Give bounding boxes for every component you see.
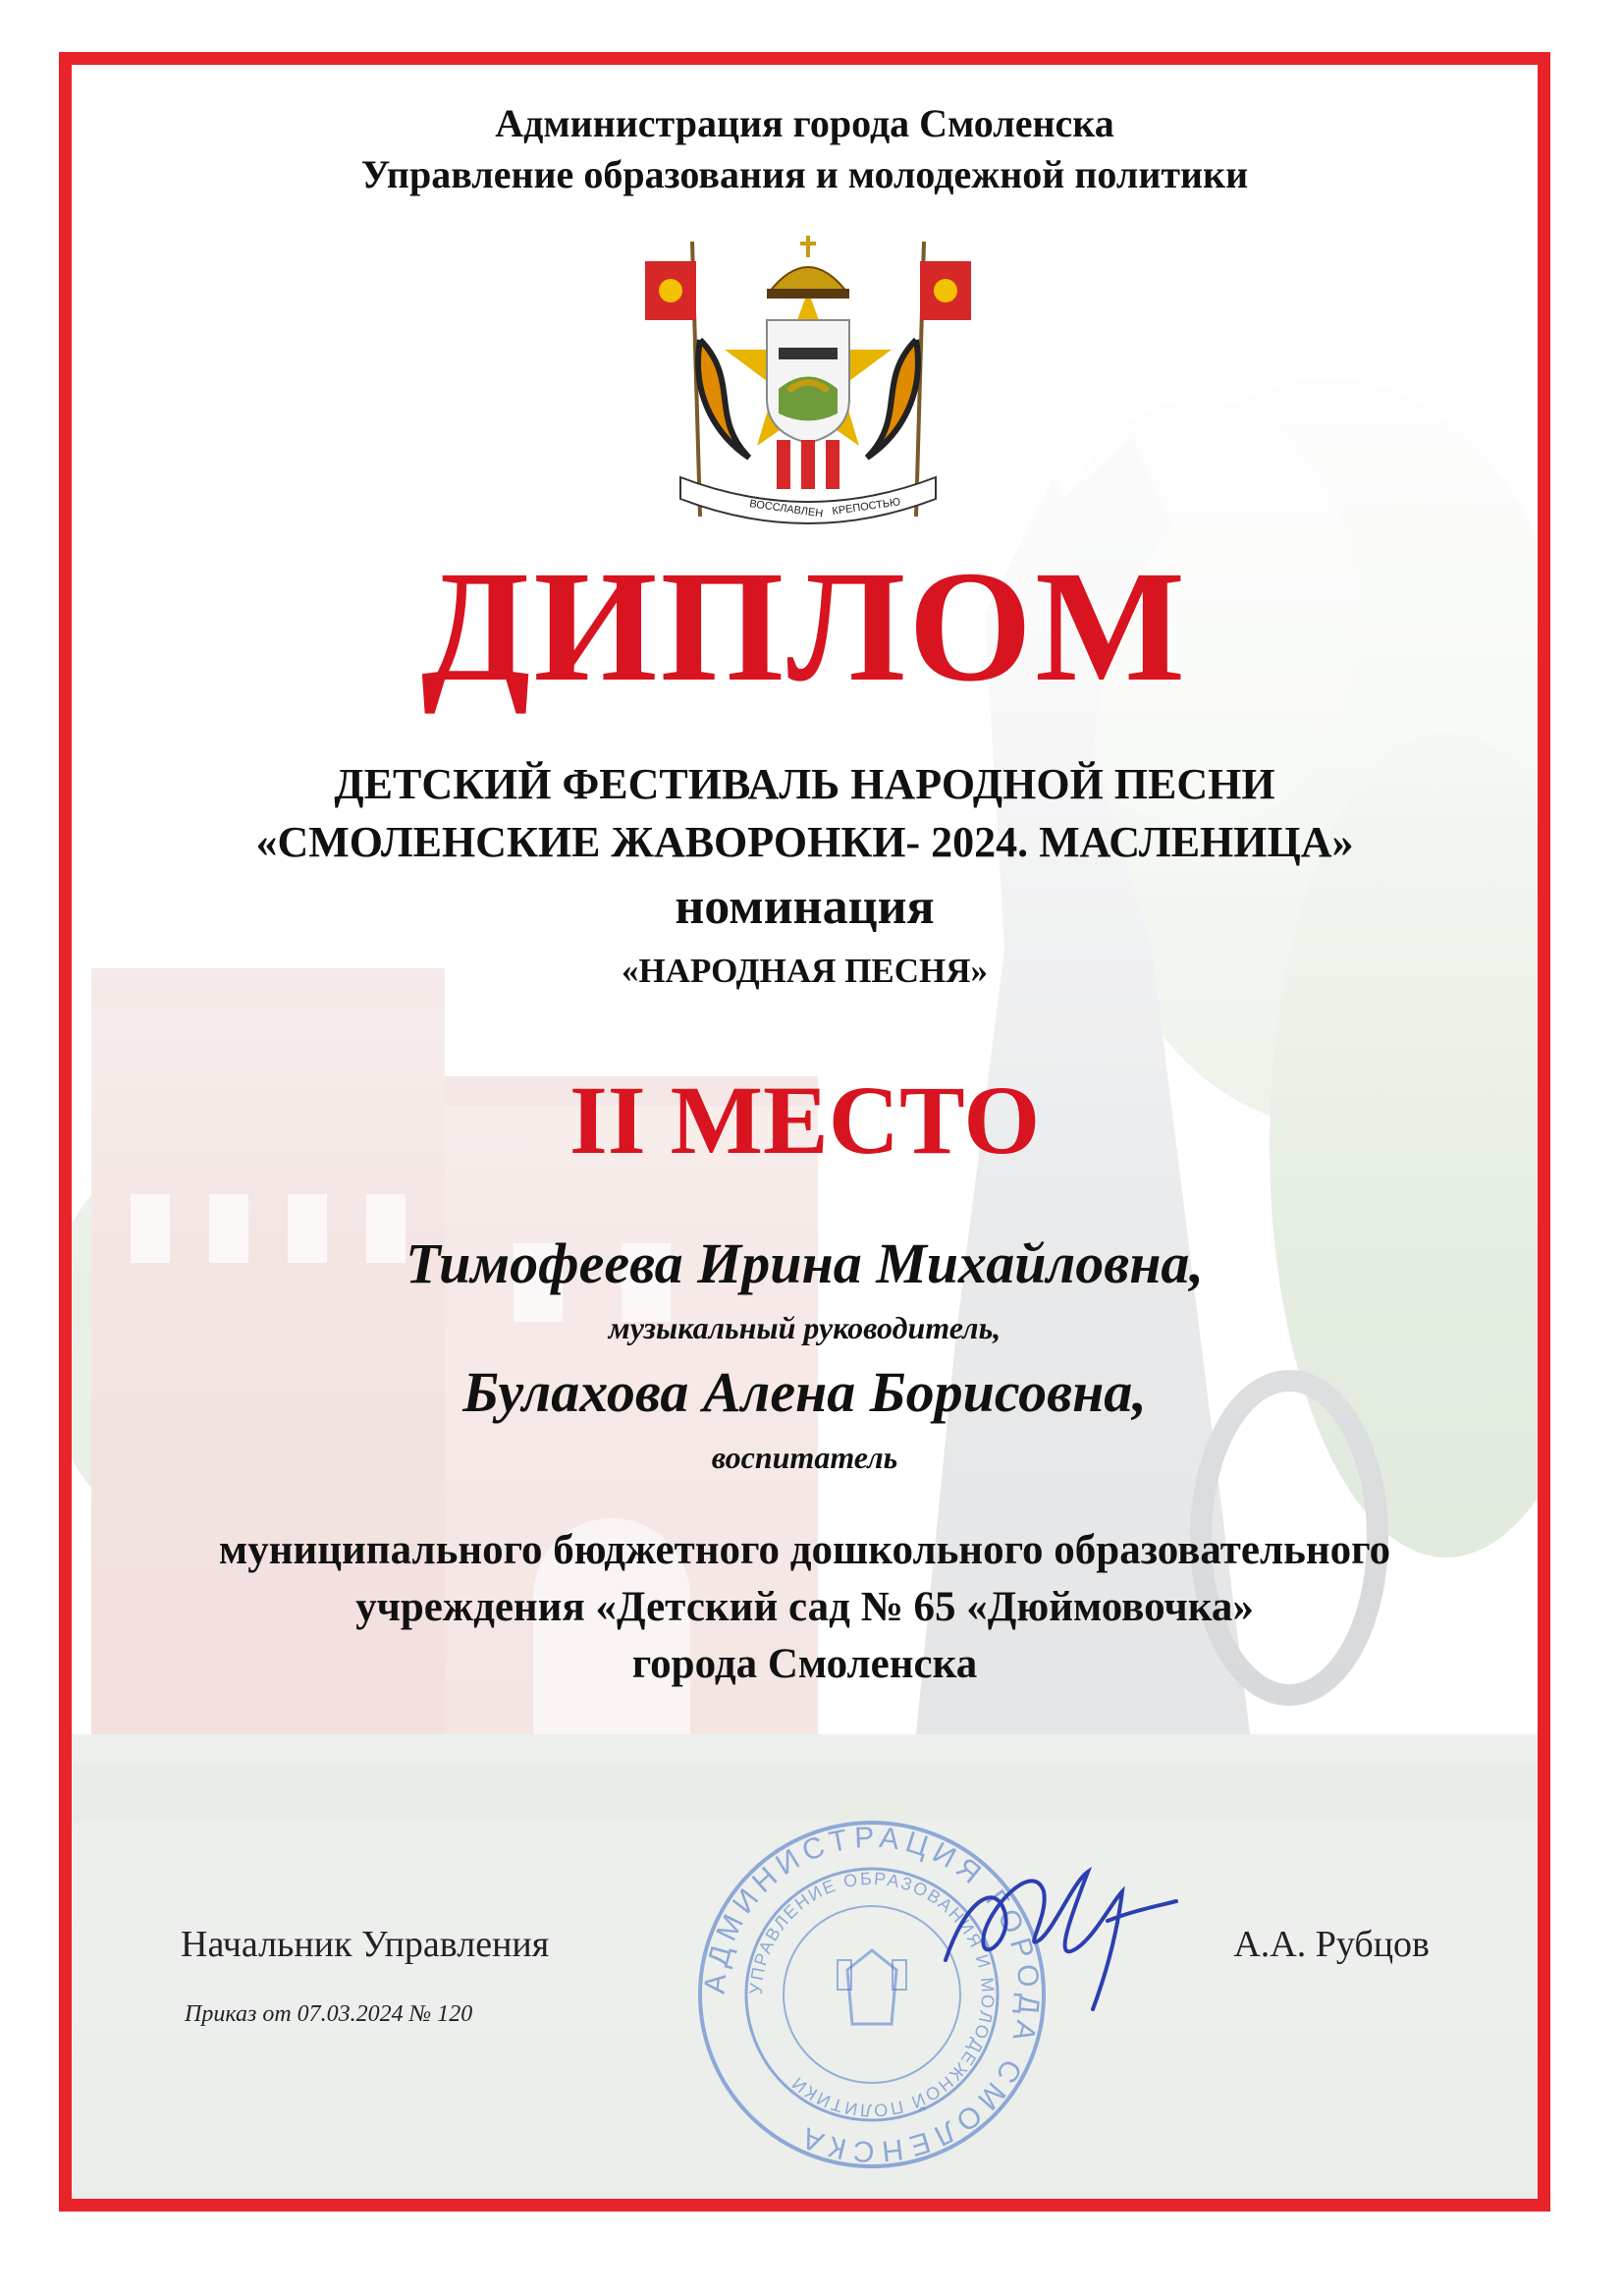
diploma-title: ДИПЛОМ [420, 539, 1189, 715]
awardee-1-role: музыкальный руководитель, [608, 1310, 1001, 1345]
awardee-2-name: Булахова Алена Борисовна, [462, 1360, 1147, 1424]
nomination-label: номинация [675, 879, 935, 935]
diploma-content [72, 65, 1538, 2199]
organization-line-2: учреждения «Детский сад № 65 «Дюймовочка» [355, 1584, 1254, 1630]
signatory-position: Начальник Управления [181, 1924, 550, 1965]
motto-left: ВОССЛАВЛЕН [748, 498, 824, 520]
stamp-outer-text: АДМИНИСТРАЦИЯ ГОРОДА СМОЛЕНСКА [698, 1821, 1046, 2168]
smolensk-coat-of-arms-icon [641, 232, 975, 526]
awardee-2-role: воспитатель [711, 1440, 898, 1475]
header-line-2: Управление образования и молодежной политики [360, 152, 1249, 196]
festival-line-2: «СМОЛЕНСКИЕ ЖАВОРОНКИ- 2024. МАСЛЕНИЦА» [255, 818, 1354, 866]
stamp-inner-text: УПРАВЛЕНИЕ ОБРАЗОВАНИЯ И МОЛОДЕЖНОЙ ПОЛИТИКИ [745, 1868, 999, 2121]
diploma-frame [59, 52, 1550, 2212]
order-reference: Приказ от 07.03.2024 № 120 [185, 2001, 473, 2027]
place-award: II МЕСТО [568, 1066, 1041, 1175]
header-line-1: Администрация города Смоленска [495, 101, 1114, 145]
signatory-name: А.А. Рубцов [1233, 1924, 1430, 1965]
motto-right: КРЕПОСТЬЮ [831, 496, 901, 518]
handwritten-signature-icon [926, 1842, 1181, 2019]
awardee-1-name: Тимофеева Ирина Михайловна, [406, 1231, 1204, 1295]
nomination-name: «НАРОДНАЯ ПЕСНЯ» [621, 952, 989, 990]
festival-line-1: ДЕТСКИЙ ФЕСТИВАЛЬ НАРОДНОЙ ПЕСНИ [334, 760, 1275, 808]
organization-line-1: муниципального бюджетного дошкольного образовательного [218, 1527, 1391, 1573]
organization-line-3: города Смоленска [631, 1641, 978, 1687]
